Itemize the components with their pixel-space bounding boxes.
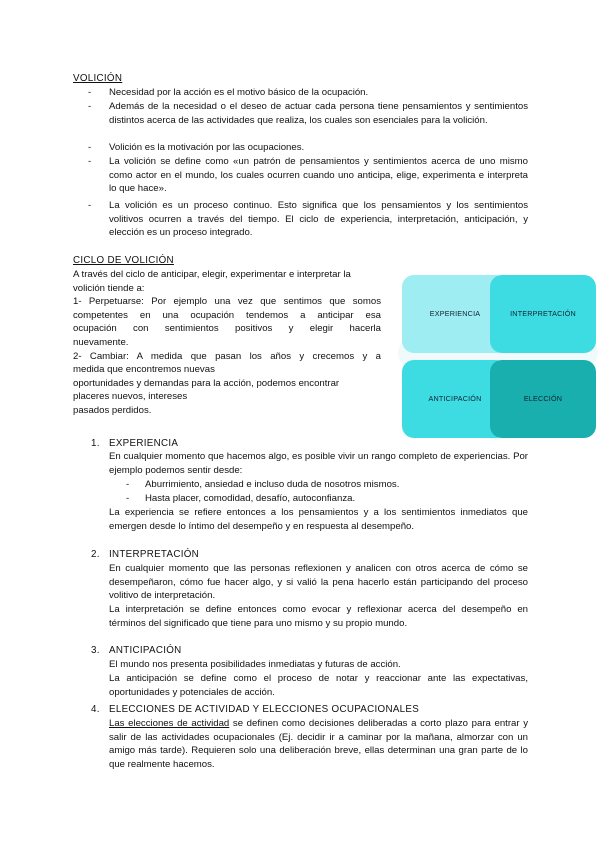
bullet-marker: -	[88, 142, 92, 153]
ciclo-line: ocupación con sentimientos positivos y elegir hacerla	[73, 323, 381, 335]
elecciones-term: Las elecciones de actividad	[109, 718, 230, 729]
elecciones-definition: se definen como decisiones deliberadas a corto plazo para entrar y salir de las actividades ocupacionales (Ej. decidir ir a caminar por la mañana, almorzar con un amigo más tarde). Requieren solo una deliberación breve, ellas determinan una gran parte de lo que realmente hacemos.	[109, 718, 528, 770]
quadrant-eleccion: ELECCIÓN	[490, 360, 596, 438]
ciclo-text	[73, 268, 381, 418]
anticipacion-p1: El mundo nos presenta posibilidades inmediatas y futuras de acción.	[109, 659, 401, 670]
experiencia-closing: La experiencia se refiere entonces a los pensamientos y a los sentimientos inmediatos que emergen desde lo íntimo del desempeño y en respuesta al desempeño.	[109, 507, 528, 532]
experiencia-subitem-2: Hasta placer, comodidad, desafío, autoconfianza.	[145, 493, 356, 504]
volicion-item-1: Necesidad por la acción es el motivo básico de la ocupación.	[109, 87, 369, 98]
section-number: 1.	[91, 438, 100, 449]
ciclo-line: nuevamente.	[73, 336, 129, 348]
bullet-marker: -	[126, 493, 130, 504]
volicion-item-2: Además de la necesidad o el deseo de actuar cada persona tiene pensamientos y sentimientos distintos acerca de las actividades que realiza, los cuales son esenciales para la volición.	[109, 101, 528, 126]
volicion-item-3: Volición es la motivación por las ocupaciones.	[109, 142, 305, 153]
volicion-heading: VOLICIÓN	[73, 73, 123, 84]
section-number: 4.	[91, 704, 100, 715]
volition-cycle-diagram	[390, 270, 600, 450]
ciclo-line: placeres nuevos, intereses	[73, 391, 188, 403]
ciclo-line: oportunidades y demandas para la acción, podemos encontrar	[73, 377, 340, 389]
bullet-marker: -	[88, 156, 92, 167]
volicion-item-4: La volición se define como «un patrón de pensamientos y sentimientos acerca de uno mismo como actor en el mundo, los cuales ocurren cuando uno anticipa, elige, experimenta e interpreta lo que hace».	[109, 156, 528, 195]
section-title-experiencia: EXPERIENCIA	[109, 438, 179, 449]
bullet-marker: -	[126, 479, 130, 490]
section-number: 3.	[91, 645, 100, 656]
section-title-anticipacion: ANTICIPACIÓN	[109, 645, 182, 656]
bullet-marker: -	[88, 87, 92, 98]
section-title-elecciones: ELECCIONES DE ACTIVIDAD Y ELECCIONES OCUPACIONALES	[109, 704, 420, 715]
elecciones-p1	[109, 717, 528, 771]
interpretacion-p2: La interpretación se define entonces como evocar y reflexionar acerca del desempeño en términos del significado que tiene para uno mismo y su propio mundo.	[109, 604, 528, 629]
section-title-interpretacion: INTERPRETACIÓN	[109, 549, 200, 560]
ciclo-line: 1- Perpetuarse: Por ejemplo una vez que sentimos que somos	[73, 296, 381, 308]
ciclo-line: competentes en una ocupación tendemos a anticipar esa	[73, 309, 381, 321]
section-number: 2.	[91, 549, 100, 560]
quadrant-experiencia: EXPERIENCIA	[402, 275, 508, 353]
quadrant-interpretacion: INTERPRETACIÓN	[490, 275, 596, 353]
ciclo-line: pasados perdidos.	[73, 404, 152, 416]
experiencia-intro: En cualquier momento que hacemos algo, es posible vivir un rango completo de experiencias. Por ejemplo podemos sentir desde:	[109, 451, 528, 476]
bullet-marker: -	[88, 200, 92, 211]
quadrant-anticipacion: ANTICIPACIÓN	[402, 360, 508, 438]
ciclo-line: volición tiende a:	[73, 282, 145, 294]
ciclo-line: 2- Cambiar: A medida que pasan los años y crecemos y a	[73, 350, 381, 362]
bullet-marker: -	[88, 101, 92, 112]
anticipacion-p2: La anticipación se define como el proceso de notar y reaccionar ante las expectativas, oportunidades y potenciales de acción.	[109, 673, 528, 698]
volicion-item-5: La volición es un proceso continuo. Esto significa que los pensamientos y los sentimientos volitivos ocurren a través del tiempo. El ciclo de experiencia, interpretación, anticipación, y elección es un proceso integrado.	[109, 200, 528, 239]
experiencia-subitem-1: Aburrimiento, ansiedad e incluso duda de nosotros mismos.	[145, 479, 400, 490]
ciclo-heading: CICLO DE VOLICIÓN	[73, 255, 174, 266]
ciclo-line: medida que encontremos nuevas	[73, 364, 215, 376]
ciclo-line: A través del ciclo de anticipar, elegir, experimentar e interpretar la	[73, 269, 351, 280]
interpretacion-p1: En cualquier momento que las personas reflexionen y analicen con otros acerca de cómo se desempeñaron, cómo fue hacer algo, y si valió la pena hacerlo están participando del proceso volitivo de interpretación.	[109, 563, 528, 602]
